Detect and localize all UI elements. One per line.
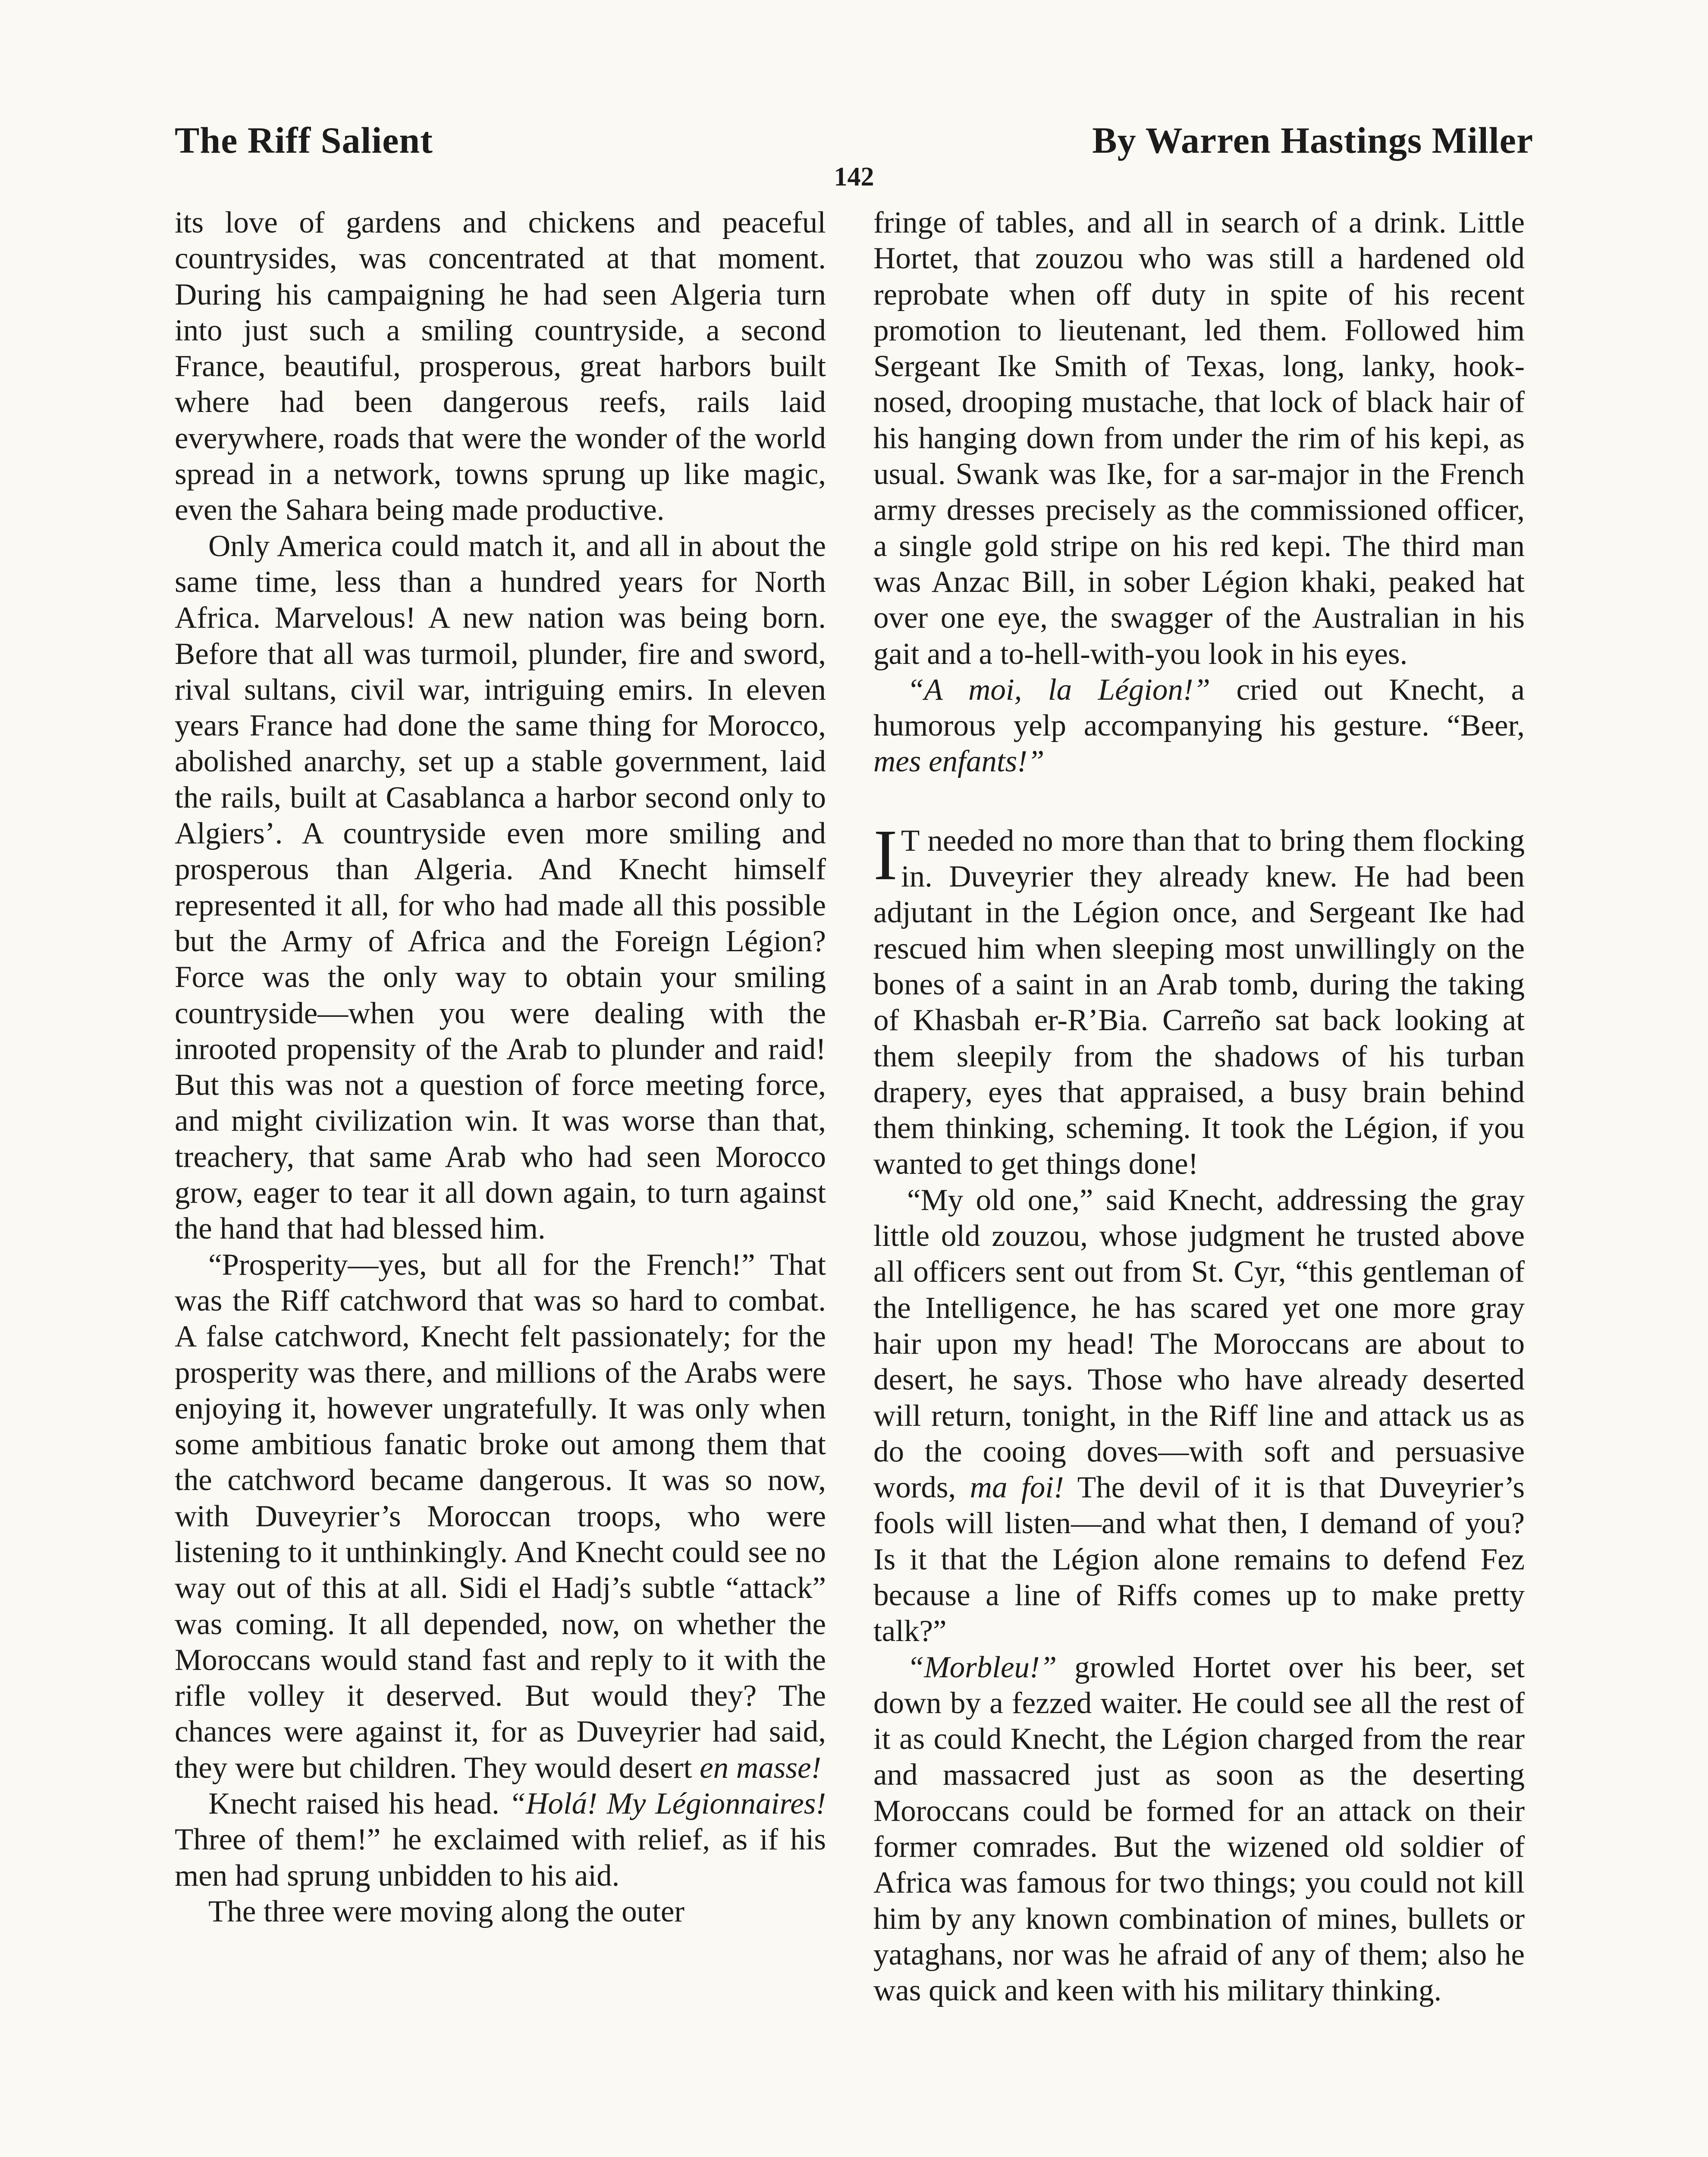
section-opening-paragraph — [873, 814, 1525, 1182]
paragraph-text: The three were moving along the outer — [208, 1894, 685, 1928]
paragraph — [873, 205, 1525, 672]
story-author: By Warren Hastings Miller — [1092, 119, 1533, 161]
paragraph — [175, 1786, 826, 1894]
italic-phrase: ma foi! — [970, 1471, 1064, 1505]
paragraph-text: “Prosperity—yes, but all for the French!” That was the Riff catchword that was so hard to combat. A false catchword, Knecht felt passionately; for the prosperity was there, and millions of the Arabs were enjoying it, however ungratefully. It was only when some ambitious fanatic broke out among them that the catchword became dangerous. It was so now, with Duveyrier’s Moroccan troops, who were listening to it unthinkingly. And Knecht could see no way out of this at all. Sidi el Hadj’s subtle “attack” was coming. It all depended, now, on whether the Moroccans would stand fast and reply to it with the rifle volley it deserved. But would they? The chances were against it, for as Duveyrier had said, they were but children. They would desert — [175, 1248, 826, 1785]
paragraph-text: T needed no more than that to bring them flocking in. Duveyrier they already knew. He had been adjutant in the Légion once, and Sergeant Ike had rescued him when sleeping most unwillingly on the bones of a saint in an Arab tomb, during the taking of Khasbah er-R’Bia. Carreño sat back looking at them sleepily from the shadows of his turban drapery, eyes that appraised, a busy brain behind them thinking, scheming. It took the Légion, if you wanted to get things done! — [873, 824, 1525, 1181]
paragraph-text: Three of them!” he exclaimed with relief, as if his men had sprung unbidden to his aid. — [175, 1823, 826, 1893]
paragraph-text: The devil of it is that Duveyrier’s fools will listen—and what then, I demand of you? Is it that the Légion alone remains to defend Fez because a line of Riffs comes up to make pretty talk?” — [873, 1471, 1525, 1648]
paragraph — [175, 528, 826, 1247]
italic-phrase: en masse! — [700, 1751, 822, 1785]
paragraph-text: growled Hortet over his beer, set down by a fezzed waiter. He could see all the rest of it as could Knecht, the Légion charged from the rear and massacred just as soon as the deserting Moroccans could be formed for an attack on their former comrades. But the wizened old soldier of Africa was famous for two things; you could not kill him by any known combination of mines, bullets or yataghans, nor was he afraid of any of them; also he was quick and keen with his military thinking. — [873, 1650, 1525, 2008]
paragraph — [873, 672, 1525, 780]
italic-phrase: “Holá! My Légionnaires! — [509, 1787, 826, 1821]
page-number: 142 — [834, 162, 874, 192]
paragraph-text: its love of gardens and chickens and peaceful countrysides, was concentrated at that moment. During his campaigning he had seen Algeria turn into just such a smiling countryside, a second France, beautiful, prosperous, great harbors built where had been dangerous reefs, rails laid everywhere, roads that were the wonder of the world spread in a network, towns sprung up like magic, even the Sahara being made productive. — [175, 206, 826, 527]
italic-phrase: “Morbleu!” — [907, 1650, 1057, 1684]
italic-phrase: “A moi, la Légion!” — [907, 673, 1210, 707]
drop-cap: I — [873, 814, 898, 895]
page-header — [175, 116, 1533, 164]
italic-phrase: mes enfants!” — [873, 745, 1045, 779]
paragraph-text: Knecht raised his head. — [208, 1787, 499, 1821]
paragraph — [175, 205, 826, 528]
paragraph — [873, 1182, 1525, 1650]
paragraph-text: Only America could match it, and all in about the same time, less than a hundred years for North Africa. Marvelous! A new nation was being born. Before that all was turmoil, plunder, fire and sword, rival sultans, civil war, intriguing emirs. In eleven years France had done the same thing for Morocco, abolished anarchy, set up a stable government, laid the rails, built at Casablanca a harbor second only to Algiers’. A countryside even more smiling and prosperous than Algeria. And Knecht himself represented it all, for who had made all this possible but the Army of Africa and the Foreign Légion? Force was the only way to obtain your smiling countryside—when you were dealing with the inrooted propensity of the Arab to plunder and raid! But this was not a question of force meeting force, and might civilization win. It was worse than that, treachery, that same Arab who had seen Morocco grow, eager to tear it all down again, to turn against the hand that had blessed him. — [175, 529, 826, 1246]
paragraph — [175, 1247, 826, 1786]
paragraph — [873, 1650, 1525, 2009]
left-column — [175, 205, 826, 1930]
paragraph — [175, 1894, 826, 1930]
right-column — [873, 205, 1525, 2009]
paragraph-text: “My old one,” said Knecht, addressing the gray little old zouzou, whose judgment he trusted above all officers sent out from St. Cyr, “this gentleman of the Intelligence, he has scared yet one more gray hair upon my head! The Moroccans are about to desert, he says. Those who have already deserted will return, tonight, in the Riff line and attack us as do the cooing doves—with soft and persuasive words, — [873, 1183, 1525, 1505]
paragraph-text: fringe of tables, and all in search of a drink. Little Hortet, that zouzou who was still a hardened old reprobate when off duty in spite of his recent promotion to lieutenant, led them. Followed him Sergeant Ike Smith of Texas, long, lanky, hook-nosed, drooping mustache, that lock of black hair of his hanging down from under the rim of his kepi, as usual. Swank was Ike, for a sar-major in the French army dresses precisely as the commissioned officer, a single gold stripe on his red kepi. The third man was Anzac Bill, in sober Légion khaki, peaked hat over one eye, the swagger of the Australian in his gait and a to-hell-with-you look in his eyes. — [873, 206, 1525, 671]
story-title: The Riff Salient — [175, 119, 433, 161]
paragraph-text: cried out Knecht, a humorous yelp accompanying his gesture. “Beer, — [873, 673, 1525, 743]
